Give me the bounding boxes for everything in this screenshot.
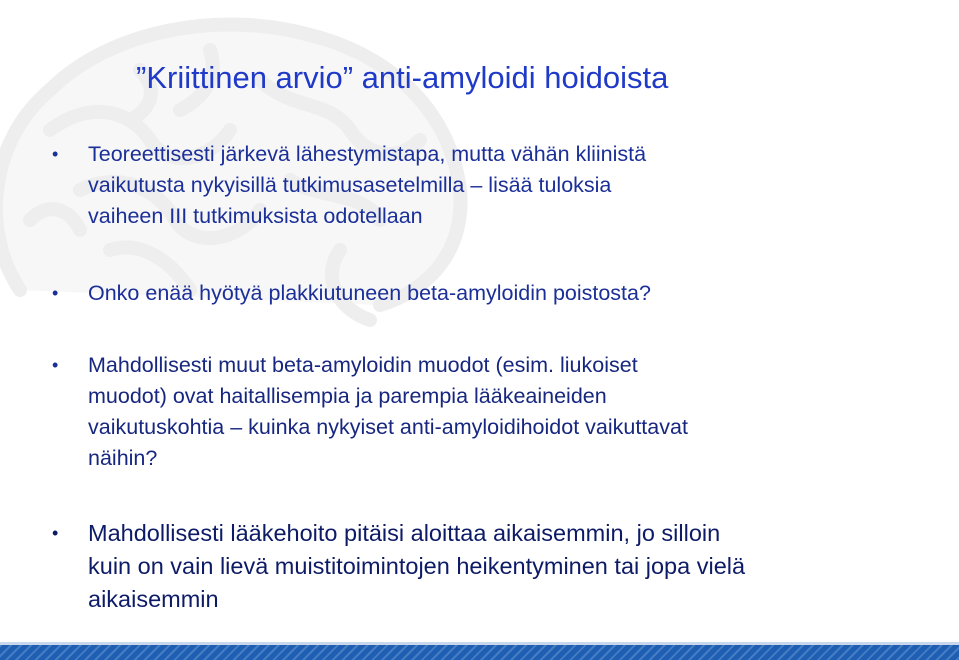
bullet-1-line-3: vaiheen III tutkimuksista odotellaan xyxy=(88,204,423,228)
bullet-dot: • xyxy=(52,523,59,543)
bullet-4-line-1: Mahdollisesti lääkehoito pitäisi aloittaa aikaisemmin, jo silloin xyxy=(88,520,721,546)
bullet-dot: • xyxy=(52,355,59,375)
bullet-item-2 xyxy=(52,278,918,309)
bullet-3-line-4: näihin? xyxy=(88,446,158,470)
bullet-1-line-1: Teoreettisesti järkevä lähestymistapa, mutta vähän kliinistä xyxy=(88,142,647,166)
bullet-3-line-1: Mahdollisesti muut beta-amyloidin muodot (esim. liukoiset xyxy=(88,353,638,377)
bullet-item-1 xyxy=(52,139,918,232)
slide-title: ”Kriittinen arvio” anti-amyloidi hoidoista xyxy=(136,60,669,95)
bullet-item-4 xyxy=(52,517,918,616)
bullet-1-line-2: vaikutusta nykyisillä tutkimusasetelmilla – lisää tuloksia xyxy=(88,173,612,197)
bullet-dot: • xyxy=(52,283,59,303)
bullet-4-line-3: aikaisemmin xyxy=(88,586,219,612)
footer-pattern xyxy=(0,645,959,660)
bullet-3-line-2: muodot) ovat haitallisempia ja parempia lääkeaineiden xyxy=(88,384,607,408)
bullet-4-line-2: kuin on vain lievä muistitoimintojen heikentyminen tai jopa vielä xyxy=(88,553,746,579)
bullet-item-3 xyxy=(52,350,918,474)
bullet-dot: • xyxy=(52,144,59,164)
bullet-3-line-3: vaikutuskohtia – kuinka nykyiset anti-amyloidihoidot vaikuttavat xyxy=(88,415,688,439)
bullet-2-line-1: Onko enää hyötyä plakkiutuneen beta-amyloidin poistosta? xyxy=(88,281,651,305)
footer-bar xyxy=(0,645,959,660)
